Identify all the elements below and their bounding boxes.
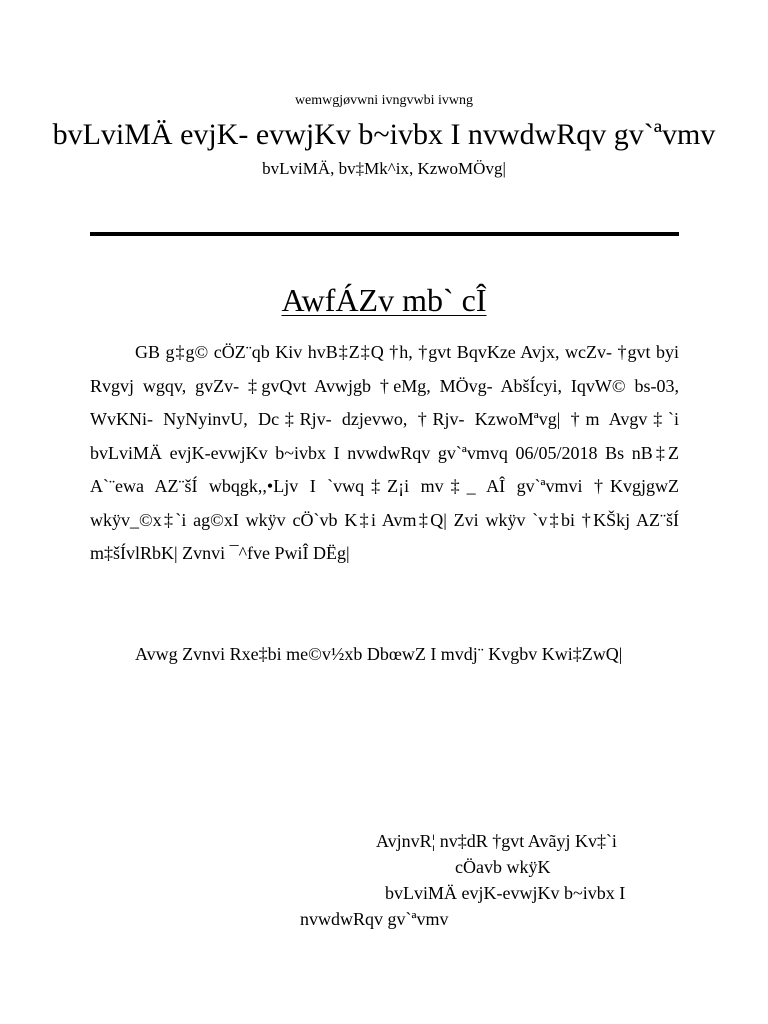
letterhead-top-line: wemwgjøvwni ivngvwbi ivwng <box>294 93 474 108</box>
certificate-title: AwfÁZv mb` cÎ <box>281 282 487 318</box>
signature-block <box>300 828 700 932</box>
signatory-institution-line-2: nvwdwRqv gv`ªvmv <box>300 909 449 929</box>
body-paragraph-2: Avwg Zvnvi Rxe‡bi me©v½xb DbœwZ I mvdj¨ Kvgbv Kwi‡ZwQ| <box>135 644 623 664</box>
institution-name: bvLviMÄ evjK- evwjKv b~ivbx I nvwdwRqv gv`ªvmv <box>52 118 716 151</box>
letterhead <box>0 92 768 180</box>
body-paragraph-1: GB g‡g© cÖZ¨qb Kiv hvB‡Z‡Q †h, †gvt BqvKze Avjx, wcZv- †gvt byi Rvgvj wgqv, gvZv- ‡gvQvt Avwjgb †eMg, MÖvg- AbšÍcyi, IqvW© bs-03, WvKNi- NyNyinvU, Dc‡Rjv- dzjevwo, †Rjv- KzwoMªvg| †m Avgv‡`i bvLviMÄ evjK-evwjKv b~ivbx I nvwdwRqv gv`ªvmvq 06/05/2018 Bs nB‡Z A`¨ewa AZ¨šÍ wbqgk,,•Ljv I `vwq‡Z¡i mv‡_ AÎ gv`ªvmvi †KvgjgwZ wkÿv_©x‡`i ag©xI wkÿv cÖ`vb K‡i Avm‡Q| Zvi wkÿv `v‡bi †KŠkj AZ¨šÍ m‡šÍvlRbK| Zvnvi ¯^fve PwiÎ DËg| <box>90 342 679 563</box>
signatory-designation: cÖavb wkÿK <box>455 857 551 877</box>
institution-address: bvLviMÄ, bv‡Mk^ix, KzwoMÖvg| <box>262 159 506 178</box>
signatory-institution-line-1: bvLviMÄ evjK-evwjKv b~ivbx I <box>385 883 626 903</box>
signatory-name: AvjnvR¦ nv‡dR †gvt Avãyj Kv‡`i <box>376 831 617 851</box>
header-divider <box>90 232 679 236</box>
